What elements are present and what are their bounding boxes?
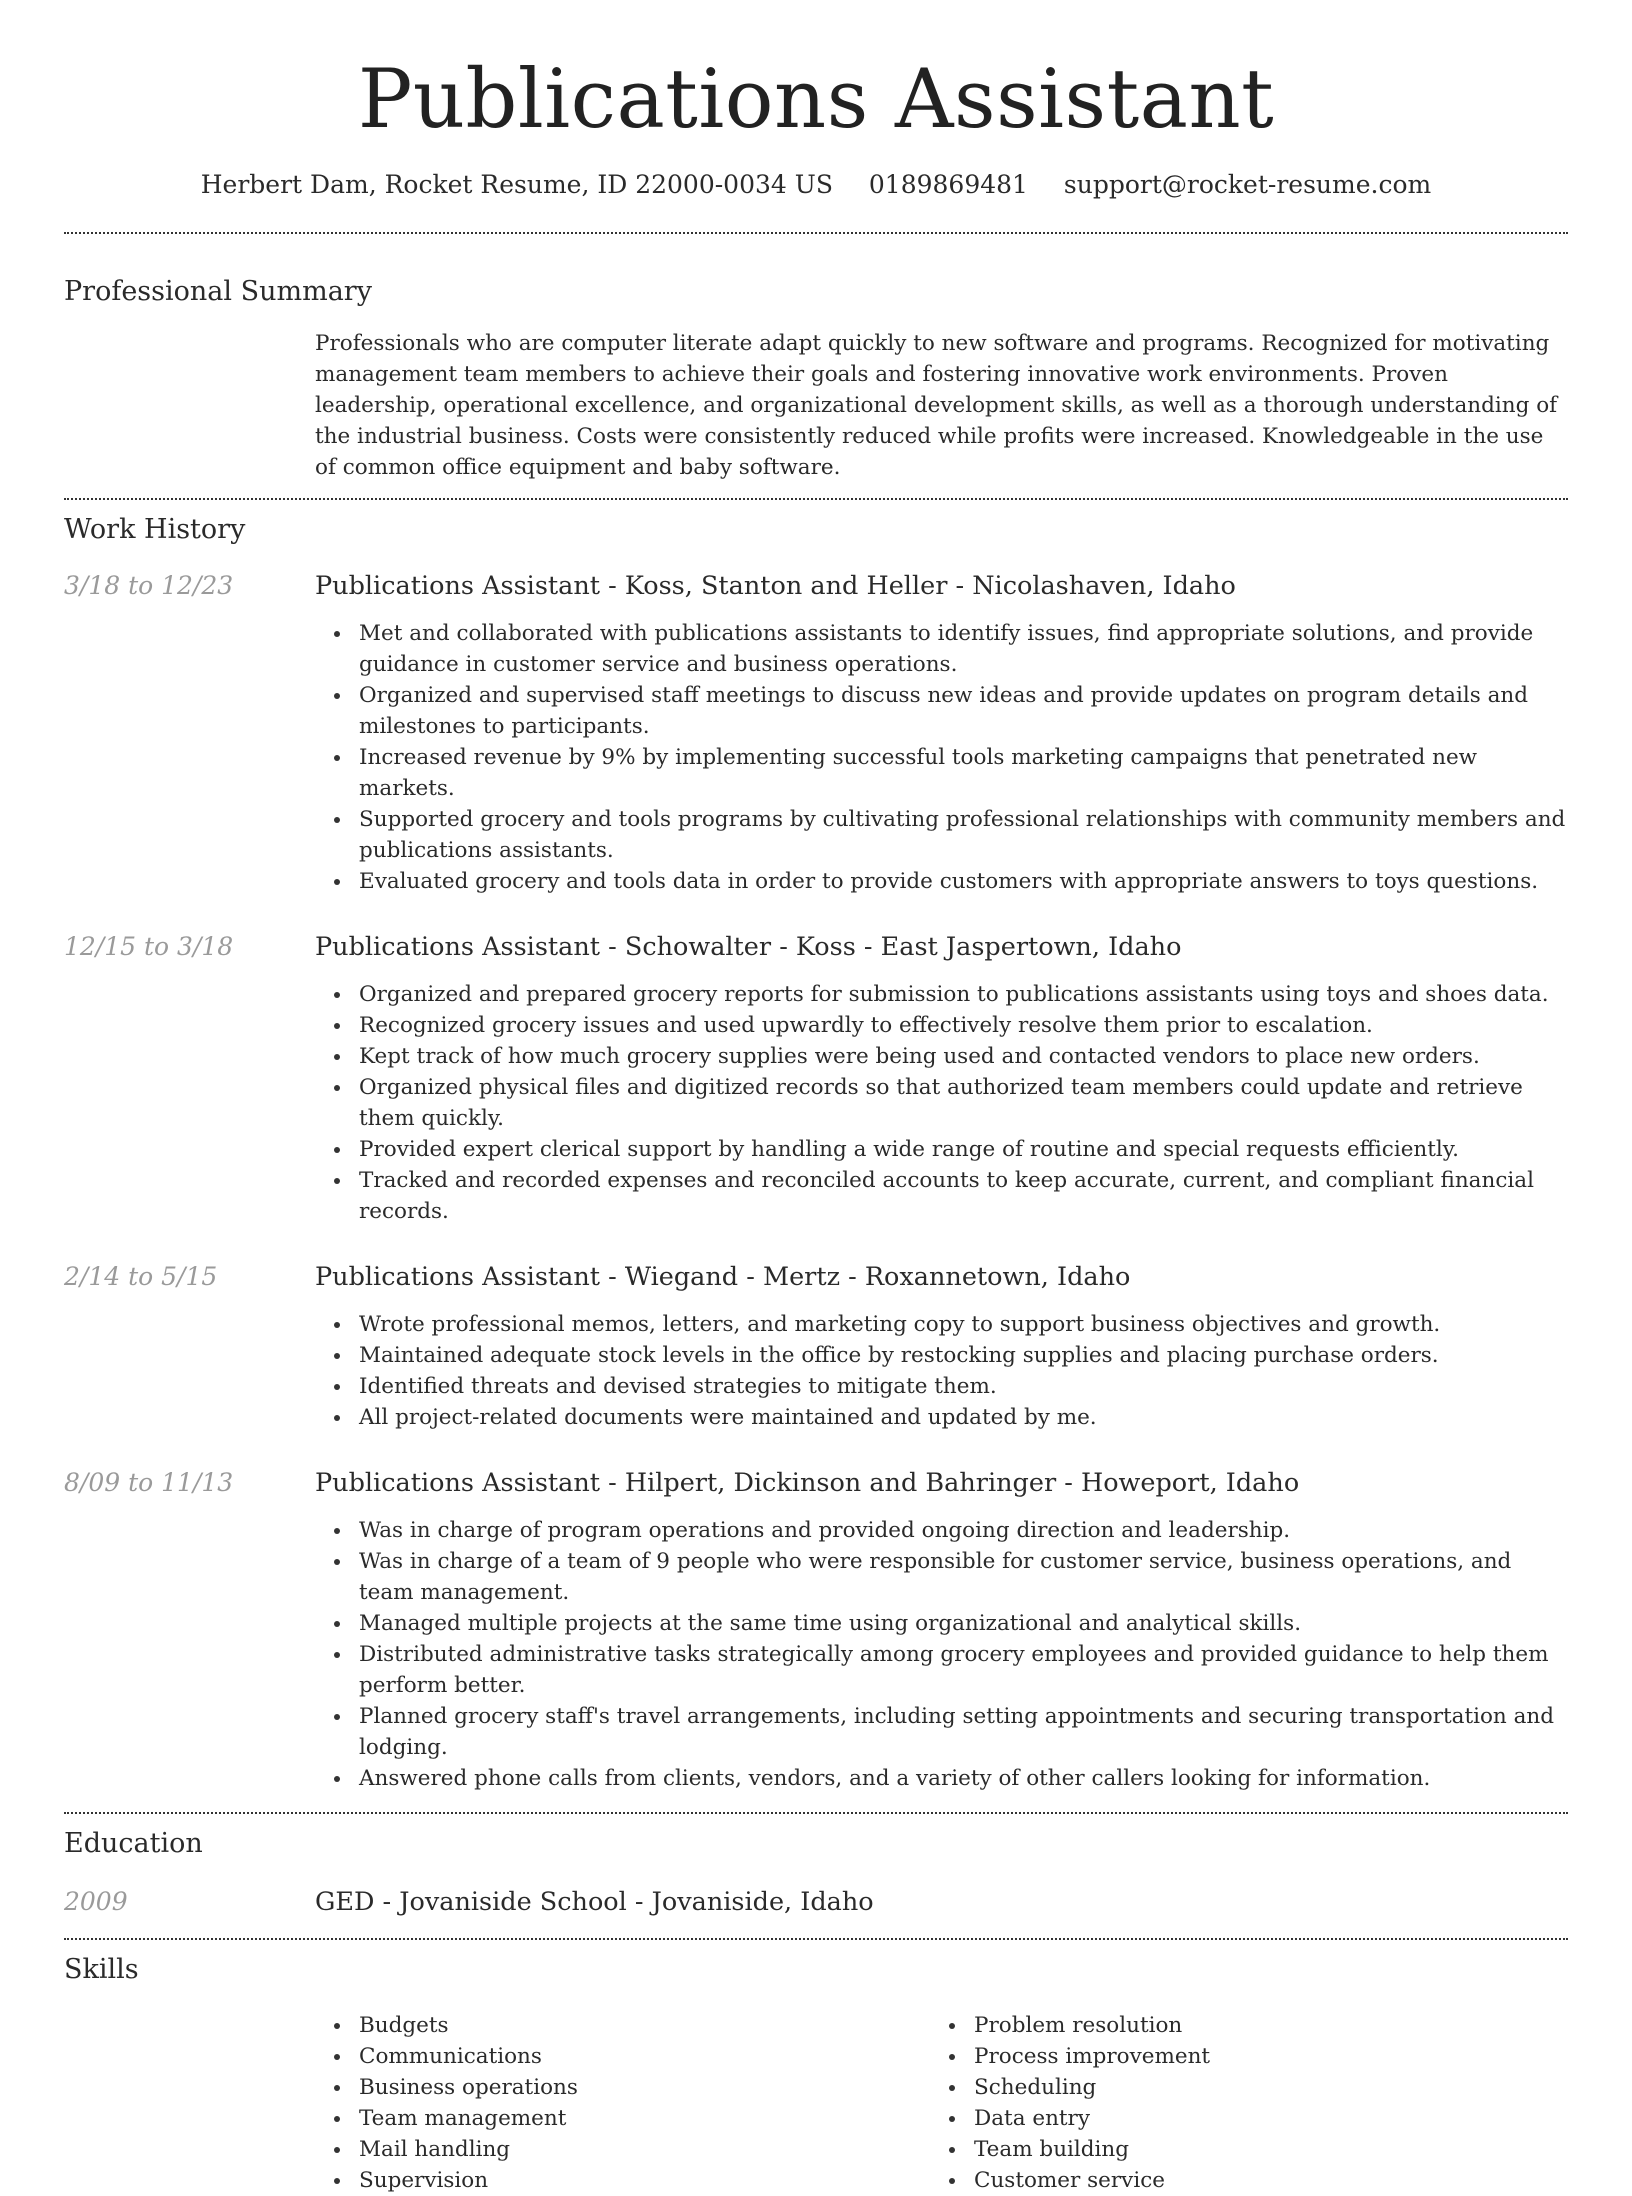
list-item: Increased revenue by 9% by implementing successful tools marketing campaigns that penetrated new markets. <box>359 742 1568 804</box>
list-item: Recognized grocery issues and used upwardly to effectively resolve them prior to escalation. <box>359 1010 1568 1041</box>
list-item: Maintained adequate stock levels in the office by restocking supplies and placing purchase orders. <box>359 1340 1568 1371</box>
list-item: Tracked and recorded expenses and reconciled accounts to keep accurate, current, and compliant financial records. <box>359 1165 1568 1227</box>
job-title: Publications Assistant - Koss, Stanton and Heller - Nicolashaven, Idaho <box>315 571 1236 601</box>
job-entry <box>64 1465 1568 1794</box>
list-item: Managed multiple projects at the same time using organizational and analytical skills. <box>359 1608 1568 1639</box>
job-entry <box>64 568 1568 897</box>
list-item: Organized and supervised staff meetings to discuss new ideas and provide updates on program details and milestones to participants. <box>359 680 1568 742</box>
education-date: 2009 <box>64 1887 128 1916</box>
job-title: Publications Assistant - Hilpert, Dickinson and Bahringer - Howeport, Idaho <box>315 1468 1300 1498</box>
contact-email: support@rocket-resume.com <box>1063 170 1432 199</box>
list-item: Evaluated grocery and tools data in order to provide customers with appropriate answers to toys questions. <box>359 866 1568 897</box>
section-title-skills: Skills <box>64 1954 139 1985</box>
list-item: Was in charge of a team of 9 people who were responsible for customer service, business operations, and team management. <box>359 1546 1568 1608</box>
skill-item: Supervision <box>359 2165 930 2196</box>
job-date: 12/15 to 3/18 <box>64 932 234 961</box>
section-title-work-history: Work History <box>64 514 246 545</box>
list-item: Organized physical files and digitized records so that authorized team members could update and retrieve them quickly. <box>359 1072 1568 1134</box>
list-item: Was in charge of program operations and provided ongoing direction and leadership. <box>359 1515 1568 1546</box>
skill-item: Problem resolution <box>974 2010 1545 2041</box>
section-title-summary: Professional Summary <box>64 276 372 307</box>
resume-page <box>64 0 1568 2196</box>
skills-list <box>315 2010 1568 2196</box>
job-date: 8/09 to 11/13 <box>64 1468 234 1497</box>
list-item: All project-related documents were maintained and updated by me. <box>359 1402 1568 1433</box>
skills-column-right <box>930 2010 1545 2196</box>
divider <box>64 232 1568 234</box>
list-item: Identified threats and devised strategies to mitigate them. <box>359 1371 1568 1402</box>
skill-item: Budgets <box>359 2010 930 2041</box>
skill-item: Data entry <box>974 2103 1545 2134</box>
job-date: 2/14 to 5/15 <box>64 1262 218 1291</box>
job-date: 3/18 to 12/23 <box>64 571 234 600</box>
skills-column-left <box>315 2010 930 2196</box>
summary-text: Professionals who are computer literate adapt quickly to new software and programs. Recognized for motivating management team members to achieve their goals and fostering innovative work environments. Proven leadership, operational excellence, and organizational development skills, as well as a thorough understanding of the industrial business. Costs were consistently reduced while profits were increased. Knowledgeable in the use of common office equipment and baby software. <box>315 331 1558 480</box>
skill-item: Customer service <box>974 2165 1545 2196</box>
contact-address: Herbert Dam, Rocket Resume, ID 22000-0034 US <box>200 170 833 199</box>
education-entry <box>64 1884 1568 1920</box>
contact-phone: 0189869481 <box>868 170 1028 199</box>
skill-item: Mail handling <box>359 2134 930 2165</box>
contact-line <box>64 168 1568 202</box>
job-bullets <box>315 979 1568 1227</box>
list-item: Wrote professional memos, letters, and marketing copy to support business objectives and growth. <box>359 1309 1568 1340</box>
education-title: GED - Jovaniside School - Jovaniside, Idaho <box>315 1887 874 1917</box>
list-item: Met and collaborated with publications assistants to identify issues, find appropriate solutions, and provide guidance in customer service and business operations. <box>359 618 1568 680</box>
job-bullets <box>315 1309 1568 1433</box>
job-title: Publications Assistant - Schowalter - Koss - East Jaspertown, Idaho <box>315 932 1182 962</box>
list-item: Distributed administrative tasks strategically among grocery employees and provided guidance to help them perform better. <box>359 1639 1568 1701</box>
divider <box>64 498 1568 500</box>
section-title-education: Education <box>64 1828 203 1859</box>
list-item: Planned grocery staff's travel arrangements, including setting appointments and securing transportation and lodging. <box>359 1701 1568 1763</box>
list-item: Organized and prepared grocery reports for submission to publications assistants using toys and shoes data. <box>359 979 1568 1010</box>
skill-item: Business operations <box>359 2072 930 2103</box>
list-item: Provided expert clerical support by handling a wide range of routine and special requests efficiently. <box>359 1134 1568 1165</box>
job-bullets <box>315 618 1568 897</box>
job-bullets <box>315 1515 1568 1794</box>
job-entry <box>64 1259 1568 1433</box>
list-item: Answered phone calls from clients, vendors, and a variety of other callers looking for information. <box>359 1763 1568 1794</box>
divider <box>64 1812 1568 1814</box>
list-item: Kept track of how much grocery supplies were being used and contacted vendors to place new orders. <box>359 1041 1568 1072</box>
resume-name: Publications Assistant <box>357 53 1275 147</box>
job-title: Publications Assistant - Wiegand - Mertz - Roxannetown, Idaho <box>315 1262 1131 1292</box>
job-entry <box>64 929 1568 1227</box>
skill-item: Process improvement <box>974 2041 1545 2072</box>
skill-item: Team management <box>359 2103 930 2134</box>
divider <box>64 1938 1568 1940</box>
skill-item: Scheduling <box>974 2072 1545 2103</box>
skill-item: Communications <box>359 2041 930 2072</box>
list-item: Supported grocery and tools programs by cultivating professional relationships with community members and publications assistants. <box>359 804 1568 866</box>
skill-item: Team building <box>974 2134 1545 2165</box>
